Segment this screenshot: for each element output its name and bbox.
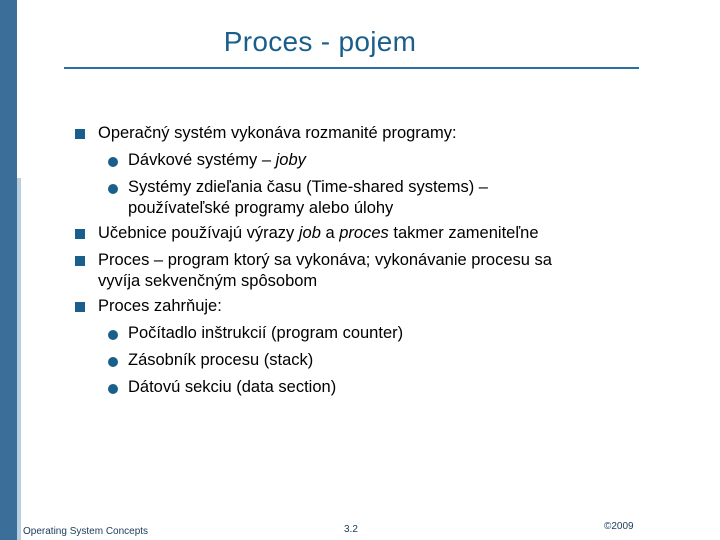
bullet-emphasis-proces: proces	[339, 224, 389, 242]
bullet-item	[98, 250, 698, 292]
sub-bullet-emphasis: joby	[275, 151, 306, 169]
slide-title: Proces - pojem	[223, 26, 417, 57]
round-bullet-icon	[108, 157, 118, 167]
bullet-item	[98, 123, 698, 144]
square-bullet-icon	[75, 129, 85, 139]
round-bullet-icon	[108, 330, 118, 340]
sub-bullet-item	[128, 323, 688, 344]
sub-bullet-text-line2: používateľské programy alebo úlohy	[128, 199, 394, 217]
bullet-item	[98, 296, 698, 317]
round-bullet-icon	[108, 184, 118, 194]
sub-bullet-text: Počítadlo inštrukcií (program counter)	[128, 324, 404, 342]
bullet-text-line2: vyvíja sekvenčným spôsobom	[98, 272, 318, 290]
bullet-text-post: takmer zameniteľne	[388, 224, 539, 242]
bullet-text: Učebnice používajú výrazy	[98, 224, 299, 242]
round-bullet-icon	[108, 384, 118, 394]
round-bullet-icon	[108, 357, 118, 367]
sub-bullet-text: Zásobník procesu (stack)	[128, 351, 314, 369]
footer-copyright: ©2009	[604, 521, 634, 532]
square-bullet-icon	[75, 256, 85, 266]
footer-page-number: 3.2	[344, 524, 358, 535]
sub-bullet-item	[128, 150, 688, 171]
sub-bullet-text-line1: Systémy zdieľania času (Time-shared systems) –	[128, 178, 488, 196]
square-bullet-icon	[75, 302, 85, 312]
sub-bullet-text: Dátovú sekciu (data section)	[128, 378, 337, 396]
bullet-text-line1: Proces – program ktorý sa vykonáva; vykonávanie procesu sa	[98, 251, 552, 269]
bullet-text: Operačný systém vykonáva rozmanité programy:	[98, 124, 457, 142]
sub-bullet-text: Dávkové systémy –	[128, 151, 276, 169]
bullet-text-mid: a	[320, 224, 340, 242]
bullet-emphasis-job: job	[298, 224, 321, 242]
footer-course-title: Operating System Concepts	[23, 526, 149, 537]
sub-bullet-item	[128, 177, 688, 219]
square-bullet-icon	[75, 229, 85, 239]
sub-bullet-item	[128, 350, 688, 371]
sub-bullet-item	[128, 377, 688, 398]
bullet-text: Proces zahrňuje:	[98, 297, 222, 315]
bullet-item	[98, 223, 698, 244]
